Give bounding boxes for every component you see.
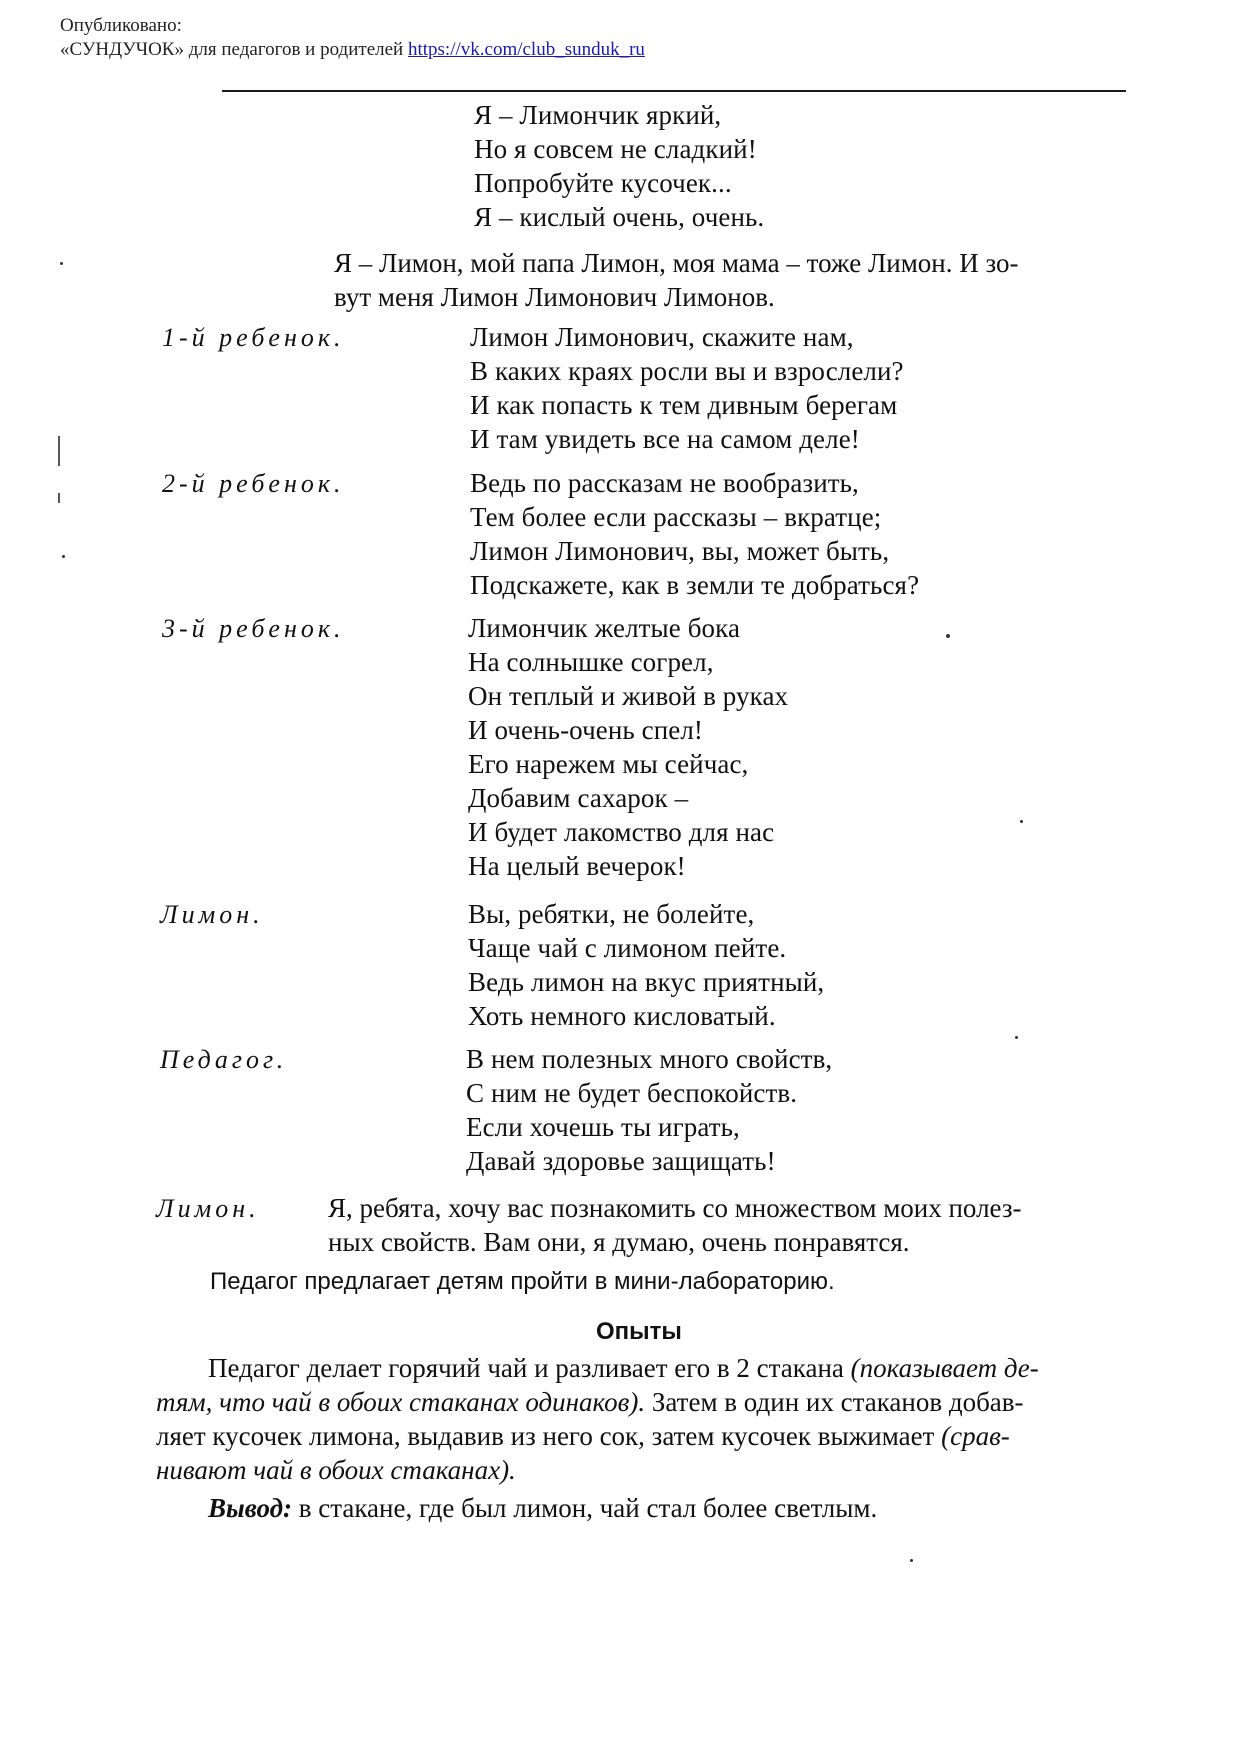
conclusion-text: в стакане, где был лимон, чай стал более светлым. <box>291 1493 878 1523</box>
verse-line: В нем полезных много свойств, <box>466 1044 833 1074</box>
verse-line: И там увидеть все на самом деле! <box>470 424 860 454</box>
group-line <box>60 38 645 62</box>
verse-line: Он теплый и живой в руках <box>468 681 789 711</box>
prose-italic: (срав- <box>941 1421 1010 1451</box>
verse-line: С ним не будет беспокойств. <box>466 1078 798 1108</box>
verse-line: Вы, ребятки, не болейте, <box>468 899 755 929</box>
prose-italic: (показывает де- <box>850 1353 1039 1383</box>
scan-speck <box>1020 820 1023 823</box>
verse-line: На солнышке согрел, <box>468 647 714 677</box>
scan-speck <box>60 262 63 265</box>
speaker-label: Лимон. <box>156 1194 260 1223</box>
section-title: Опыты <box>596 1318 682 1345</box>
verse-line: Лимон Лимонович, вы, может быть, <box>470 536 890 566</box>
verse-line: Ведь лимон на вкус приятный, <box>468 967 825 997</box>
scan-speck <box>910 1559 913 1562</box>
intro-verse <box>474 98 764 234</box>
prose-line <box>156 1419 1128 1453</box>
prose-line: ных свойств. Вам они, я думаю, очень понравятся. <box>328 1227 910 1257</box>
prose-italic: нивают чай в обоих стаканах). <box>156 1455 516 1485</box>
verse-line: Добавим сахарок – <box>468 783 689 813</box>
conclusion-label: Вывод: <box>208 1493 292 1523</box>
verse-line: Его нарежем мы сейчас, <box>468 749 749 779</box>
speaker-label: 3-й ребенок. <box>162 614 345 643</box>
verse-line: Тем более если рассказы – вкратце; <box>470 502 882 532</box>
scan-mark <box>58 493 60 503</box>
prose-line: вут меня Лимон Лимонович Лимонов. <box>334 282 775 312</box>
scan-speck <box>1015 1036 1018 1039</box>
verse-line: И как попасть к тем дивным берегам <box>470 390 898 420</box>
verse-line: Ведь по рассказам не вообразить, <box>470 468 859 498</box>
verse-line: Я – кислый очень, очень. <box>474 202 765 232</box>
prose-text: ляет кусочек лимона, выдавив из него сок, затем кусочек выжимает <box>156 1421 942 1451</box>
speaker-label: Педагог. <box>160 1045 288 1074</box>
verse-line: Лимончик желтые бока <box>468 613 741 643</box>
dialogue-verse <box>466 1042 832 1178</box>
verse-line: Подскажете, как в земли те добраться? <box>470 570 920 600</box>
speaker-label: 2-й ребенок. <box>162 469 345 498</box>
verse-line: Давай здоровье защищать! <box>466 1146 776 1176</box>
verse-line: На целый вечерок! <box>468 851 686 881</box>
speaker-label: 1-й ребенок. <box>162 323 345 352</box>
prose-italic: тям, что чай в обоих стаканах одинаков). <box>156 1387 646 1417</box>
group-text: «СУНДУЧОК» для педагогов и родителей <box>60 39 404 60</box>
prose-line <box>156 1385 1128 1419</box>
experiment-paragraph <box>156 1351 1128 1487</box>
verse-line: Попробуйте кусочек... <box>474 168 732 198</box>
group-link[interactable]: https://vk.com/club_sunduk_ru <box>407 39 645 60</box>
published-label: Опубликовано: <box>60 15 182 36</box>
verse-line: И очень-очень спел! <box>468 715 704 745</box>
prose-line: Я, ребята, хочу вас познакомить со множеством моих полез- <box>328 1193 1022 1223</box>
verse-line: Лимон Лимонович, скажите нам, <box>470 322 854 352</box>
speaker-label: Лимон. <box>160 900 264 929</box>
intro-prose <box>334 246 1128 314</box>
dialogue-verse <box>470 466 919 602</box>
verse-line: Если хочешь ты играть, <box>466 1112 740 1142</box>
verse-line: Чаще чай с лимоном пейте. <box>468 933 787 963</box>
scan-mark <box>58 436 60 466</box>
teacher-note: Педагог предлагает детям пройти в мини-лабораторию. <box>210 1268 835 1295</box>
scan-speck <box>62 555 65 558</box>
publication-header <box>60 14 645 62</box>
top-rule <box>222 90 1126 92</box>
prose-line <box>156 1453 1128 1487</box>
prose-line <box>156 1351 1128 1385</box>
verse-line: В каких краях росли вы и взрослели? <box>470 356 904 386</box>
prose-line: Я – Лимон, мой папа Лимон, моя мама – тоже Лимон. И зо- <box>334 248 1019 278</box>
conclusion <box>208 1491 877 1525</box>
verse-line: Я – Лимончик яркий, <box>474 100 722 130</box>
dialogue-verse <box>468 611 788 883</box>
verse-line: Хоть немного кисловатый. <box>468 1001 776 1031</box>
verse-line: Но я совсем не сладкий! <box>474 134 757 164</box>
dialogue-verse <box>468 897 824 1033</box>
lemon-speech <box>328 1191 1128 1259</box>
scan-speck <box>946 634 950 638</box>
prose-text: Педагог делает горячий чай и разливает его в 2 стакана <box>208 1353 851 1383</box>
verse-line: И будет лакомство для нас <box>468 817 775 847</box>
dialogue-verse <box>470 320 904 456</box>
prose-text: Затем в один их стаканов добав- <box>645 1387 1024 1417</box>
